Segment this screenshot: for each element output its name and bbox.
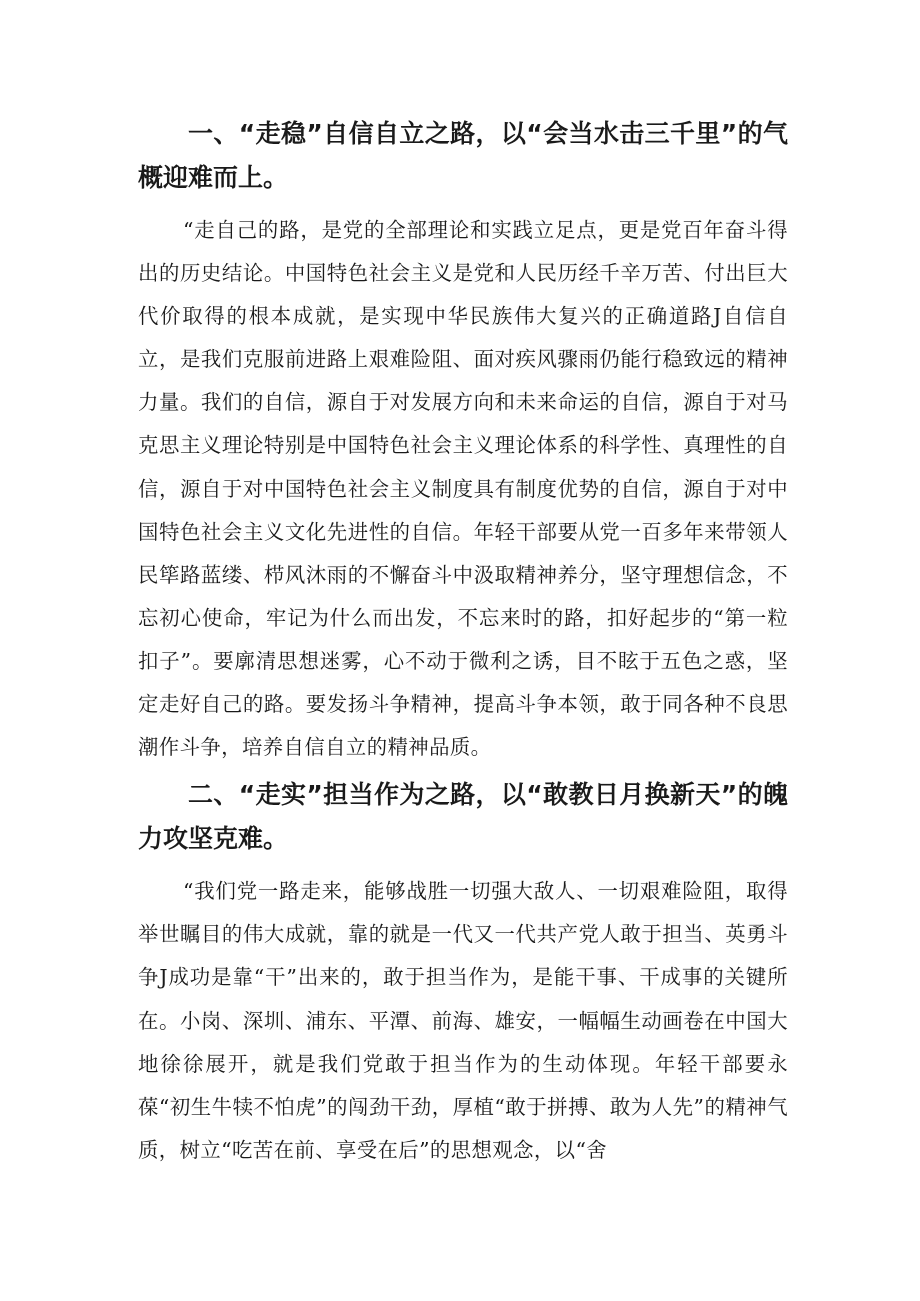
section-heading-1: 一、“走稳”自信自立之路，以“会当水击三千里”的气概迎难而上。 (138, 119, 788, 192)
section-heading-2: 二、“走实”担当作为之路，以“敢教日月换新天”的魄力攻坚克难。 (138, 780, 788, 854)
section-paragraph-2: “我们党一路走来，能够战胜一切强大敌人、一切艰难险阻，取得举世瞩目的伟大成就，靠的就是一代又一代共产党人敢于担当、英勇斗争J成功是靠“干”出来的，敢于担当作为，是能干事、干成事的关键所在。小岗、深圳、浦东、平潭、前海、雄安，一幅幅生动画卷在中国大地徐徐展开，就是我们党敢于担当作为的生动体现。年轻干部要永葆“初生牛犊不怕虎”的闯劲干劲，厚植“敢于拼搏、敢为人先”的精神气质，树立“吃苦在前、享受在后”的思想观念，以“舍 (138, 879, 788, 1162)
section-paragraph-1: “走自己的路，是党的全部理论和实践立足点，更是党百年奋斗得出的历史结论。中国特色社会主义是党和人民历经千辛万苦、付出巨大代价取得的根本成就，是实现中华民族伟大复兴的正确道路J自信自立，是我们克服前进路上艰难险阻、面对疾风骤雨仍能行稳致远的精神力量。我们的自信，源自于对发展方向和未来命运的自信，源自于对马克思主义理论特别是中国特色社会主义理论体系的科学性、真理性的自信，源自于对中国特色社会主义制度具有制度优势的自信，源自于对中国特色社会主义文化先进性的自信。年轻干部要从党一百多年来带领人民筚路蓝缕、栉风沐雨的不懈奋斗中汲取精神养分，坚守理想信念，不忘初心使命，牢记为什么而出发，不忘来时的路，扣好起步的“第一粒扣子”。要廓清思想迷雾，心不动于微利之诱，目不眩于五色之惑，坚定走好自己的路。要发扬斗争精神，提高斗争本领，敢于同各种不良思潮作斗争，培养自信自立的精神品质。 (138, 218, 788, 760)
document-body (138, 108, 788, 1172)
